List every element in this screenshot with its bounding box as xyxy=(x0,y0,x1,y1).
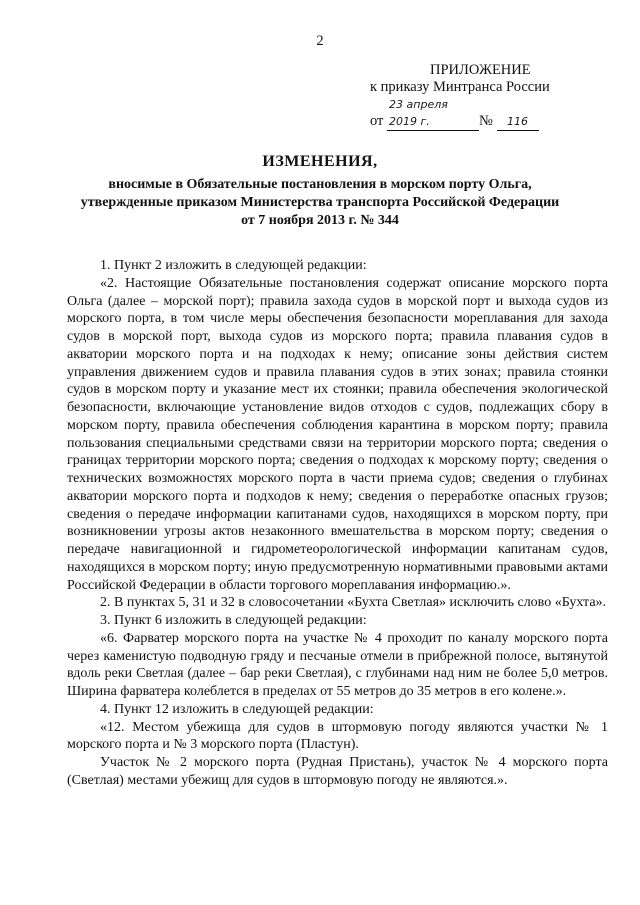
from-label: от xyxy=(370,113,384,129)
document-subtitle-line1: вносимые в Обязательные постановления в морском порту Ольга, xyxy=(108,177,532,192)
appendix-order-line: к приказу Минтранса России xyxy=(370,79,550,95)
page-number: 2 xyxy=(316,33,324,49)
paragraph: 3. Пункт 6 изложить в следующей редакции: xyxy=(100,613,367,628)
paragraph: Участок № 2 морского порта (Рудная Пристань), участок № 4 морского порта (Светлая) местами убежищ для судов в штормовую погоду не являются.». xyxy=(67,755,608,788)
appendix-date-line xyxy=(370,96,620,131)
number-label: № xyxy=(479,113,493,129)
document-subtitle-line3: от 7 ноября 2013 г. № 344 xyxy=(241,213,399,228)
document-subtitle-line2: утвержденные приказом Министерства транспорта Российской Федерации xyxy=(80,195,560,210)
paragraph: «6. Фарватер морского порта на участке № 4 проходит по каналу морского порта через каменистую подводную гряду и песчаные отмели в прибрежной полосе, вытянутой вдоль реки Светлая (далее – бар реки Светлая), с глубинами над ним не более 5,0 метров. Ширина фарватера колеблется в пределах от 55 метров до 35 метров в его колене.». xyxy=(67,630,608,699)
paragraph: «2. Настоящие Обязательные постановления содержат описание морского порта Ольга (далее – морской порт); правила захода судов в морской порт и выхода судов из морского порта, в том числе меры обеспечения безопасности мореплавания для захода судов в морской порт, выхода судов из морского порта; правила плавания судов в акватории морского порта и на подходах к нему; описание зоны действия систем управления движением судов и правила плавания судов в этих зонах; правила стоянки судов в морском порту и указание мест их стоянки; правила обеспечения экологической безопасности, включающие установление видов отходов с судов, подлежащих сбору в морском порту, правила обеспечения соблюдения карантина в морском порту; правила пользования специальными средствами связи на территории морского порта; сведения о границах территории морского порта; сведения о подходах к морскому порту; сведения о технических возможностях морского порта в части приема судов; сведения о глубинах акватории морского порта и подходов к нему; сведения о переработке опасных грузов; сведения о передаче информации капитанами судов, находящихся в морском порту, при возникновении угрозы актов незаконного вмешательства в морском порту; сведения о передаче навигационной и гидрометеорологической информации капитанам судов, находящихся в морском порту; иную предусмотренную нормативными правовыми актами Российской Федерации в области торгового мореплавания информацию.». xyxy=(67,275,608,593)
paragraph: 4. Пункт 12 изложить в следующей редакции: xyxy=(100,701,374,717)
appendix-title: ПРИЛОЖЕНИЕ xyxy=(430,62,531,78)
handwritten-date: 23 апреля 2019 г. xyxy=(387,96,479,131)
paragraph: 1. Пункт 2 изложить в следующей редакции: xyxy=(100,258,367,273)
paragraph: «12. Местом убежища для судов в штормовую погоду являются участки № 1 морского порта и № 3 морского порта (Пластун). xyxy=(67,719,608,753)
document-body xyxy=(67,257,608,790)
handwritten-number: 116 xyxy=(497,113,539,131)
paragraph: 2. В пунктах 5, 31 и 32 в словосочетании «Бухта Светлая» исключить слово «Бухта». xyxy=(100,595,607,611)
document-title: ИЗМЕНЕНИЯ, xyxy=(262,153,378,170)
appendix-block xyxy=(370,62,620,131)
